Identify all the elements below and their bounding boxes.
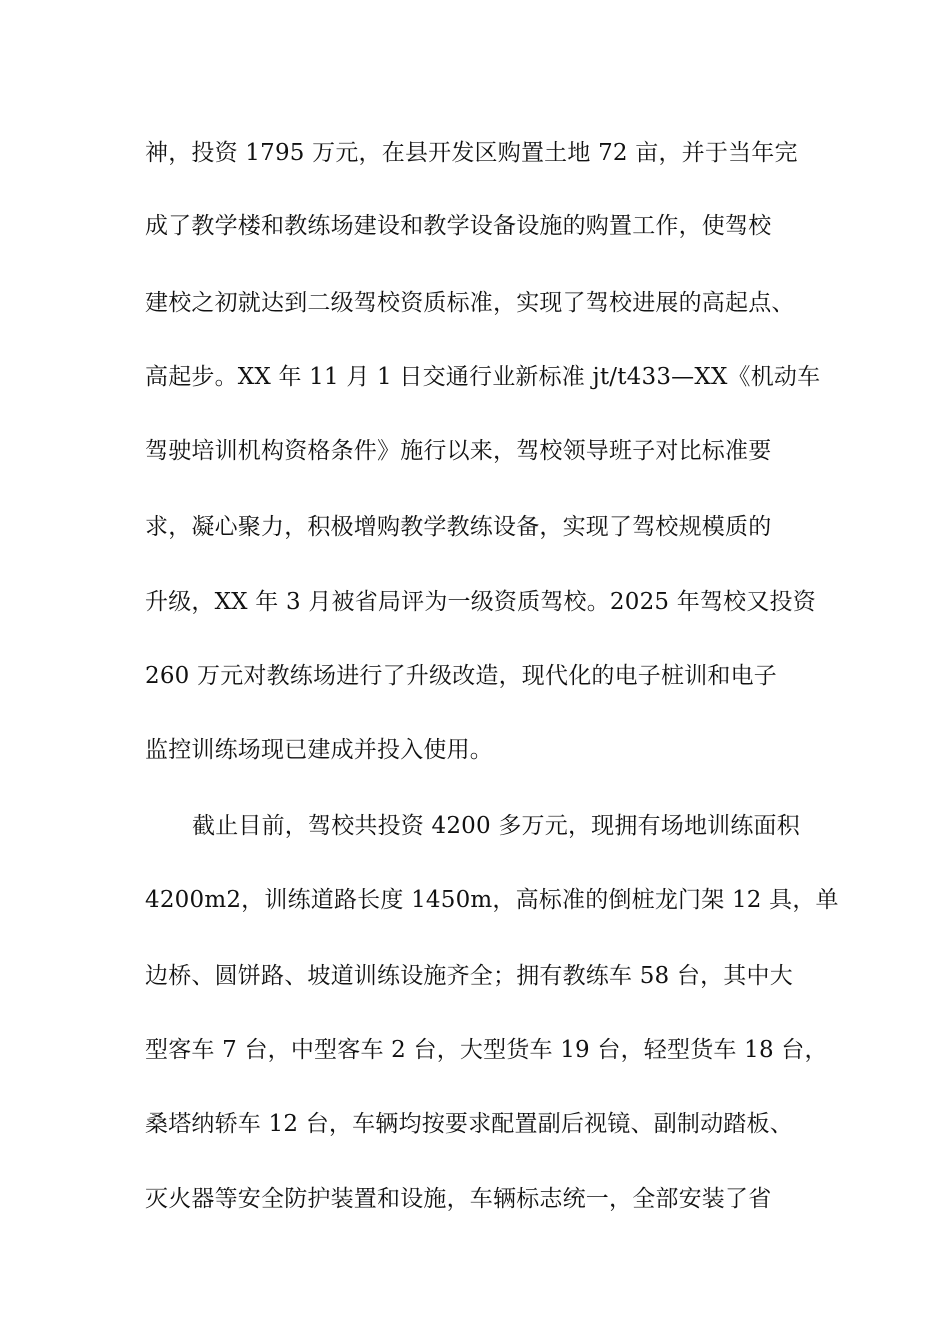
text-line-11: 4200m2，训练道路长度 1450m，高标准的倒桩龙门架 12 具，单 bbox=[145, 887, 839, 913]
text-line-14: 桑塔纳轿车 12 台，车辆均按要求配置副后视镜、副制动踏板、 bbox=[145, 1111, 793, 1137]
text-line-7: 升级，XX 年 3 月被省局评为一级资质驾校。2025 年驾校又投资 bbox=[145, 589, 816, 615]
text-line-3: 建校之初就达到二级驾校资质标准，实现了驾校进展的高起点、 bbox=[145, 290, 795, 316]
text-line-2: 成了教学楼和教练场建设和教学设备设施的购置工作，使驾校 bbox=[145, 213, 772, 239]
text-line-13: 型客车 7 台，中型客车 2 台，大型货车 19 台，轻型货车 18 台， bbox=[145, 1037, 828, 1063]
text-line-15: 灭火器等安全防护装置和设施，车辆标志统一，全部安装了省 bbox=[145, 1186, 772, 1212]
text-line-5: 驾驶培训机构资格条件》施行以来，驾校领导班子对比标准要 bbox=[145, 438, 772, 464]
text-line-6: 求，凝心聚力，积极增购教学教练设备，实现了驾校规模质的 bbox=[145, 514, 772, 540]
text-line-1: 神，投资 1795 万元，在县开发区购置土地 72 亩，并于当年完 bbox=[145, 140, 798, 166]
text-line-8: 260 万元对教练场进行了升级改造，现代化的电子桩训和电子 bbox=[145, 663, 778, 689]
text-line-4: 高起步。XX 年 11 月 1 日交通行业新标准 jt/t433—XX《机动车 bbox=[145, 364, 821, 390]
text-line-12: 边桥、圆饼路、坡道训练设施齐全；拥有教练车 58 台，其中大 bbox=[145, 963, 793, 989]
text-line-10: 截止目前，驾校共投资 4200 多万元，现拥有场地训练面积 bbox=[192, 813, 800, 839]
text-line-9: 监控训练场现已建成并投入使用。 bbox=[145, 737, 493, 763]
